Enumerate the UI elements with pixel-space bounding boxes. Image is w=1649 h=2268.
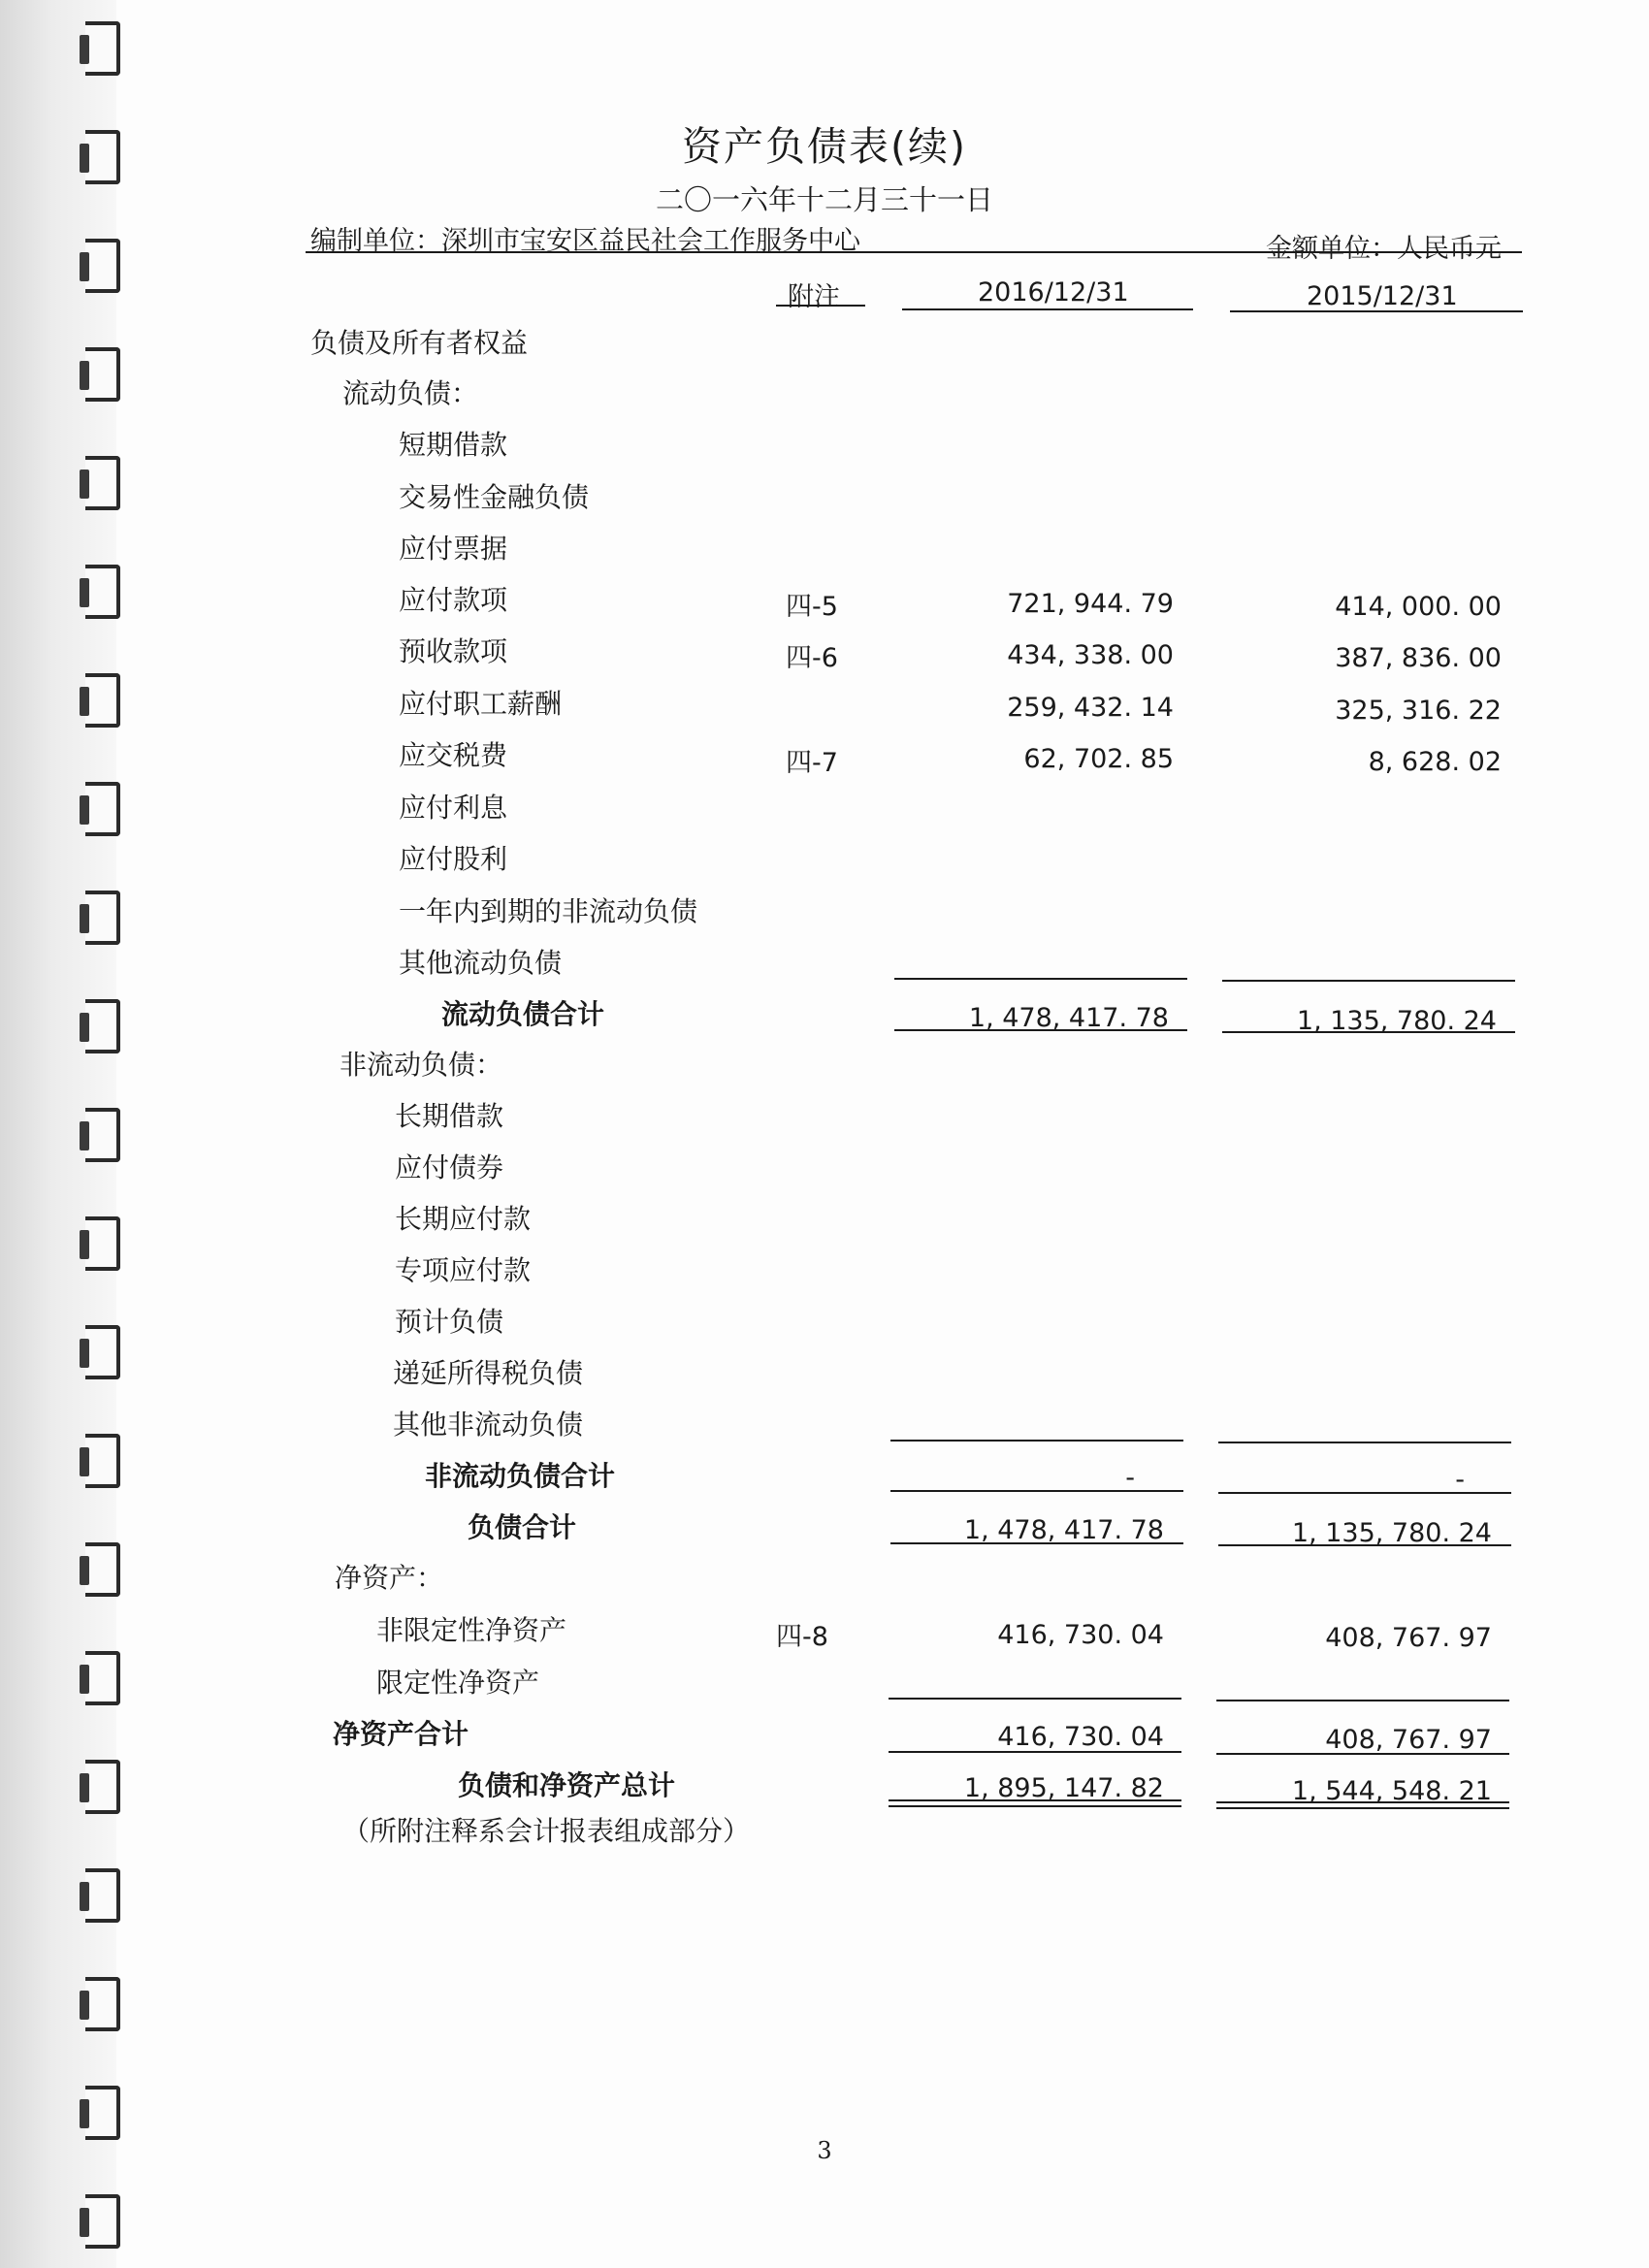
total-rule bbox=[1216, 1753, 1509, 1755]
total-rule bbox=[1218, 1544, 1511, 1546]
subtotal-rule bbox=[1218, 1442, 1511, 1443]
section-title: 负债及所有者权益 bbox=[310, 327, 529, 359]
grand-total-double-rule bbox=[889, 1799, 1181, 1807]
row-label: 短期借款 bbox=[399, 429, 508, 461]
binding-ring bbox=[85, 1434, 120, 1488]
binding-ring bbox=[85, 1108, 120, 1162]
row-label: 应付债券 bbox=[395, 1151, 504, 1183]
row-label: 长期借款 bbox=[395, 1100, 504, 1132]
page-title: 资产负债表(续) bbox=[682, 123, 967, 170]
row-label: 非限定性净资产 bbox=[376, 1614, 567, 1646]
column-underline bbox=[902, 308, 1193, 310]
net-assets-heading: 净资产： bbox=[335, 1562, 444, 1594]
column-underline bbox=[1230, 310, 1523, 312]
binding-ring bbox=[85, 1977, 120, 2031]
binding-ring bbox=[85, 891, 120, 945]
row-current-value: 721, 944. 79 bbox=[1007, 589, 1174, 619]
row-label: 应付职工薪酬 bbox=[399, 688, 563, 720]
row-current-value: 434, 338. 00 bbox=[1007, 640, 1174, 670]
row-note: 四-8 bbox=[776, 1622, 828, 1652]
row-label: 应付票据 bbox=[399, 533, 508, 565]
footnote: （所附注释系会计报表组成部分） bbox=[342, 1815, 751, 1847]
binding-ring bbox=[85, 565, 120, 619]
noncurrent-liabilities-total-current: - bbox=[1125, 1463, 1135, 1493]
current-liabilities-total-current: 1, 478, 417. 78 bbox=[968, 1003, 1169, 1033]
binding-ring bbox=[85, 1216, 120, 1271]
row-note: 四-6 bbox=[786, 643, 838, 673]
column-header-current: 2016/12/31 bbox=[978, 277, 1129, 308]
row-label: 应付利息 bbox=[399, 792, 508, 824]
total-rule bbox=[890, 1490, 1183, 1492]
subtotal-rule bbox=[890, 1440, 1183, 1442]
total-liabilities-prior: 1, 135, 780. 24 bbox=[1291, 1518, 1492, 1548]
grand-total-current: 1, 895, 147. 82 bbox=[963, 1773, 1164, 1803]
noncurrent-liabilities-total-label: 非流动负债合计 bbox=[425, 1460, 616, 1492]
row-label: 交易性金融负债 bbox=[399, 481, 590, 513]
binding-ring bbox=[85, 1868, 120, 1923]
row-label: 专项应付款 bbox=[395, 1254, 532, 1286]
binding-ring bbox=[85, 456, 120, 510]
row-label: 应付股利 bbox=[399, 843, 508, 875]
row-current-value: 259, 432. 14 bbox=[1007, 693, 1174, 723]
binding-ring bbox=[85, 673, 120, 728]
page-number: 3 bbox=[817, 2137, 832, 2164]
row-label: 预计负债 bbox=[395, 1306, 504, 1338]
subtotal-rule bbox=[889, 1698, 1181, 1700]
noncurrent-liabilities-heading: 非流动负债： bbox=[340, 1049, 503, 1081]
binding-ring bbox=[85, 21, 120, 76]
total-rule bbox=[889, 1751, 1181, 1753]
grand-total-double-rule bbox=[1216, 1801, 1509, 1809]
row-current-value: 62, 702. 85 bbox=[1023, 744, 1174, 774]
row-label: 一年内到期的非流动负债 bbox=[399, 895, 698, 927]
column-header-note: 附注 bbox=[788, 282, 840, 312]
subtotal-rule bbox=[894, 978, 1187, 980]
net-assets-total-current: 416, 730. 04 bbox=[997, 1722, 1164, 1752]
binding-ring bbox=[85, 2086, 120, 2140]
current-liabilities-heading: 流动负债： bbox=[342, 377, 479, 409]
total-liabilities-current: 1, 478, 417. 78 bbox=[963, 1515, 1164, 1545]
spiral-binding bbox=[0, 0, 116, 2268]
row-label: 应付款项 bbox=[399, 584, 508, 616]
total-rule bbox=[890, 1542, 1183, 1544]
row-label: 长期应付款 bbox=[395, 1203, 532, 1235]
row-label: 其他非流动负债 bbox=[393, 1409, 584, 1441]
row-note: 四-5 bbox=[786, 592, 838, 622]
compiler-unit: 编制单位：深圳市宝安区益民社会工作服务中心 bbox=[310, 226, 860, 256]
total-rule bbox=[1218, 1492, 1511, 1494]
header-underline bbox=[306, 251, 1522, 253]
subtotal-rule bbox=[1216, 1700, 1509, 1701]
row-prior-value: 325, 316. 22 bbox=[1335, 696, 1502, 726]
subtotal-rule bbox=[1222, 980, 1515, 982]
row-prior-value: 387, 836. 00 bbox=[1335, 643, 1502, 673]
binding-ring bbox=[85, 1325, 120, 1379]
current-liabilities-total-prior: 1, 135, 780. 24 bbox=[1296, 1006, 1497, 1036]
total-rule bbox=[1222, 1031, 1515, 1033]
row-label: 应交税费 bbox=[399, 739, 508, 771]
noncurrent-liabilities-total-prior: - bbox=[1455, 1465, 1465, 1495]
row-prior-value: 8, 628. 02 bbox=[1368, 747, 1502, 777]
column-header-prior: 2015/12/31 bbox=[1307, 281, 1458, 311]
column-underline bbox=[776, 305, 865, 307]
row-prior-value: 414, 000. 00 bbox=[1335, 592, 1502, 622]
binding-ring bbox=[85, 347, 120, 402]
net-assets-total-prior: 408, 767. 97 bbox=[1325, 1725, 1492, 1755]
binding-ring bbox=[85, 1651, 120, 1705]
row-label: 预收款项 bbox=[399, 635, 508, 667]
row-label: 递延所得税负债 bbox=[393, 1357, 584, 1389]
binding-ring bbox=[85, 2194, 120, 2249]
total-liabilities-label: 负债合计 bbox=[468, 1511, 577, 1543]
row-label: 限定性净资产 bbox=[376, 1667, 540, 1699]
row-current-value: 416, 730. 04 bbox=[997, 1620, 1164, 1650]
grand-total-prior: 1, 544, 548. 21 bbox=[1291, 1776, 1492, 1806]
binding-ring bbox=[85, 999, 120, 1053]
binding-ring bbox=[85, 239, 120, 293]
binding-ring bbox=[85, 1760, 120, 1814]
net-assets-total-label: 净资产合计 bbox=[333, 1718, 469, 1750]
current-liabilities-total-label: 流动负债合计 bbox=[441, 998, 605, 1030]
row-label: 其他流动负债 bbox=[399, 947, 563, 979]
report-date: 二〇一六年十二月三十一日 bbox=[655, 183, 993, 216]
total-rule bbox=[894, 1029, 1187, 1031]
binding-ring bbox=[85, 782, 120, 836]
row-note: 四-7 bbox=[786, 748, 838, 778]
binding-ring bbox=[85, 1542, 120, 1597]
row-prior-value: 408, 767. 97 bbox=[1325, 1623, 1492, 1653]
currency-unit: 金额单位：人民币元 bbox=[1266, 234, 1502, 264]
grand-total-label: 负债和净资产总计 bbox=[458, 1769, 676, 1801]
